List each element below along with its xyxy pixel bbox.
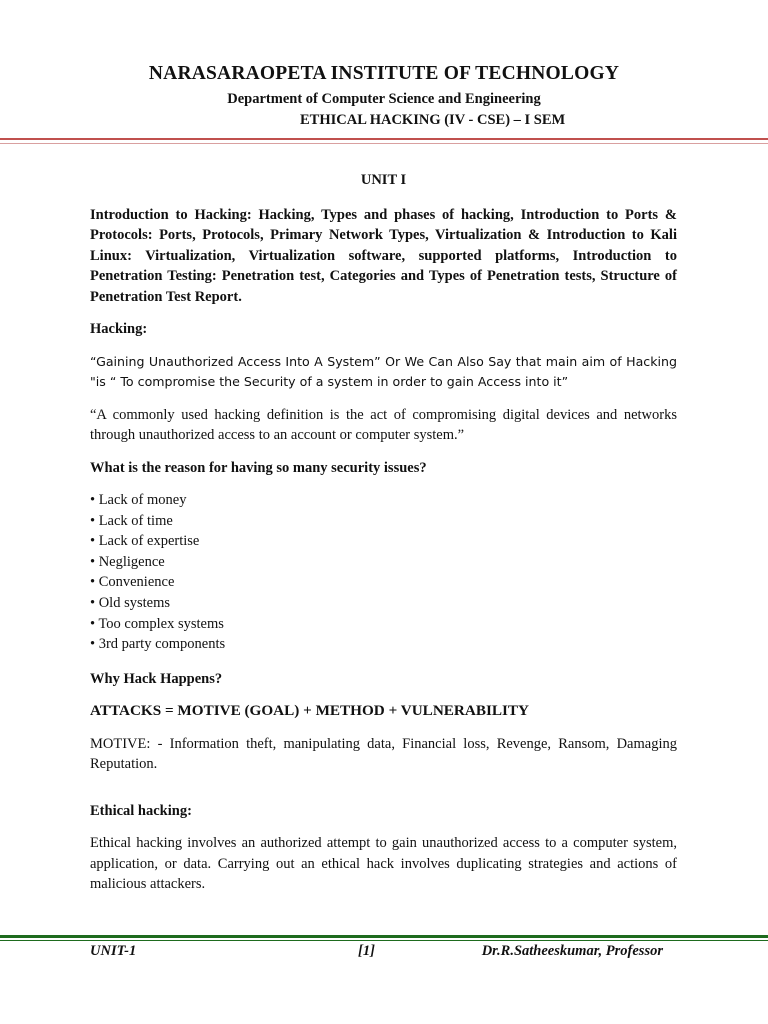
list-item: • Negligence [90,553,165,570]
page-number: [1] [358,943,375,959]
header-divider-thin [0,143,768,144]
list-item: • Lack of expertise [90,533,200,550]
footer-unit: UNIT-1 [90,943,137,959]
attack-formula: ATTACKS = MOTIVE (GOAL) + METHOD + VULNERABILITY [90,702,530,720]
ethical-heading: Ethical hacking: [90,802,192,819]
header-divider [0,138,768,140]
footer-divider [0,935,768,938]
ethical-text: Ethical hacking involves an authorized attempt to gain unauthorized access to a computer system, application, or data. Carrying out an ethical hack involves duplicating strategies and actions of malicious attackers. [90,835,677,893]
hacking-quote-1: “Gaining Unauthorized Access Into A System” Or We Can Also Say that main aim of Hacking "is “ To compromise the Security of a system in order to gain Access into it” [90,353,677,389]
footer-author: Dr.R.Satheeskumar, Professor [481,943,663,959]
list-item: • Too complex systems [90,615,224,632]
page-content [90,170,677,907]
spacer [90,787,677,801]
list-item: • Lack of time [90,512,173,529]
unit-heading: UNIT I [360,172,407,188]
issues-list [90,490,677,655]
motive-text: MOTIVE: - Information theft, manipulating data, Financial loss, Revenge, Ransom, Damaging Reputation. [90,735,677,773]
hacking-heading: Hacking: [90,321,148,337]
footer-divider-thin [0,940,768,941]
list-item: • Convenience [90,574,175,591]
course-title: ETHICAL HACKING (IV - CSE) – I SEM [300,112,566,128]
list-item: • 3rd party components [90,636,226,653]
hacking-quote-2: “A commonly used hacking definition is the act of compromising digital devices and networks through unauthorized access to an account or computer system.” [90,406,677,443]
list-item: • Lack of money [90,492,187,508]
page-footer [90,943,677,963]
department-name: Department of Computer Science and Engineering [227,91,541,107]
institute-title: NARASARAOPETA INSTITUTE OF TECHNOLOGY [148,63,620,84]
unit-syllabus: Introduction to Hacking: Hacking, Types and phases of hacking, Introduction to Ports & Protocols: Ports, Protocols, Primary Network Types, Virtualization & Introduction to Kali Linux: Virtualization, Virtualization software, supported platforms, Introduction to Penetration Testing: Penetration test, Categories and Types of Penetration tests, Structure of Penetration Test Report. [90,206,677,305]
why-heading: Why Hack Happens? [90,670,223,687]
list-item: • Old systems [90,594,170,611]
issues-heading: What is the reason for having so many security issues? [90,459,427,476]
